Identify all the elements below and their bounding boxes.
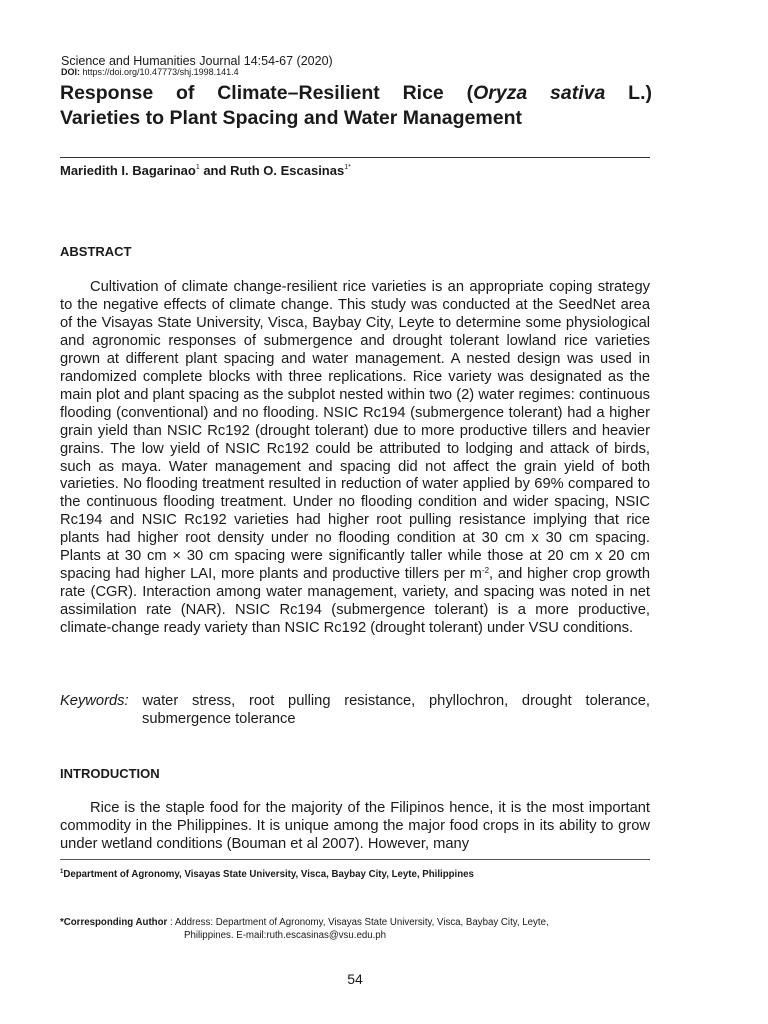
abstract-heading: ABSTRACT [60,244,132,259]
keywords-line-1: Keywords: water stress, root pulling resistance, phyllochron, drought tolerance, [60,693,650,709]
affiliation-footnote: $^1$Department of Agronomy, Visayas State University, Visca, Baybay City, Leyte, Philippines [60,869,474,880]
corresponding-author-footnote: *Corresponding Author : Address: Department of Agronomy, Visayas State University, Visca, Baybay City, Leyte, Philippines. E-mail:ruth.escasinas@vsu.edu.ph [60,916,660,942]
title-divider [60,157,650,158]
author-line: Mariedith I. Bagarinao$^1$ and Ruth O. Escasinas$^{1*}$ [60,163,351,178]
unit-superscript: -2 [481,566,490,576]
doi-label: DOI: [61,67,80,77]
doi-link[interactable]: https://doi.org/10.47773/shj.1998.141.4 [82,67,239,77]
introduction-body: Rice is the staple food for the majority of the Filipinos hence, it is the most important commodity in the Philippines. It is unique among the major food crops in its ability to grow under wetland conditions (Bouman et al 2007). However, many [60,800,650,852]
species-name: Oryza sativa [473,82,606,104]
abstract-body: Cultivation of climate change-resilient rice varieties is an appropriate coping strategy to the negative effects of climate change. This study was conducted at the SeedNet area of the Visayas State University, Visca, Baybay City, Leyte to determine some physiological and agronomic responses of submergence and drought tolerant lowland rice varieties grown at different plant spacing and water management. A nested design was used in randomized complete blocks with three replications. Rice variety was designated as the main plot and plant spacing as the subplot nested within two (2) water regimes: continuous flooding (conventional) and no flooding. NSIC Rc194 (submergence tolerant) had a higher grain yield than NSIC Rc192 (drought tolerant) due to more productive tillers and heavier grains. The low yield of NSIC Rc192 could be attributed to lodging and attack of birds, such as maya. Water management and spacing did not affect the grain yield of both varieties. No flooding treatment resulted in reduction of water applied by 69% compared to the continuous flooding treatment. Under no flooding condition and wider spacing, NSIC Rc194 and NSIC Rc192 varieties had higher root pulling resistance implying that rice plants had higher root density under no flooding condition at 30 cm x 30 cm spacing. Plants at 30 cm × 30 cm spacing were significantly taller while those at 20 cm x 20 cm spacing had higher LAI, more plants and productive tillers per $m^{-2}$, and higher crop growth rate (CGR). Interaction among water management, variety, and spacing was noted in net assimilation rate (NAR). NSIC Rc194 (submergence tolerant) is a more productive, climate-change ready variety than NSIC Rc192 (drought tolerant) under VSU conditions. [60,279,650,637]
doi-line [61,67,239,78]
author-2: Ruth O. Escasinas [230,163,345,178]
keywords [60,692,650,728]
journal-citation: Science and Humanities Journal 14:54-67 (2020) [61,54,333,68]
keywords-line-2: submergence tolerance [142,711,296,727]
title-line-1: Response of Climate–Resilient Rice (Oryza sativa L.) [60,82,652,104]
paper-title [60,81,652,131]
corresponding-label: *Corresponding Author [60,917,168,928]
introduction-heading: INTRODUCTION [60,766,160,781]
page-number: 54 [347,971,363,987]
corresponding-email: Philippines. E-mail:ruth.escasinas@vsu.edu.ph [184,930,387,941]
author-1: Mariedith I. Bagarinao [60,163,196,178]
author-1-affiliation-mark: 1 [195,164,200,171]
author-2-affiliation-mark: 1* [344,164,351,171]
keywords-label: Keywords: [60,693,129,709]
footnote-divider [60,859,650,860]
title-line-2: Varieties to Plant Spacing and Water Management [60,107,522,129]
